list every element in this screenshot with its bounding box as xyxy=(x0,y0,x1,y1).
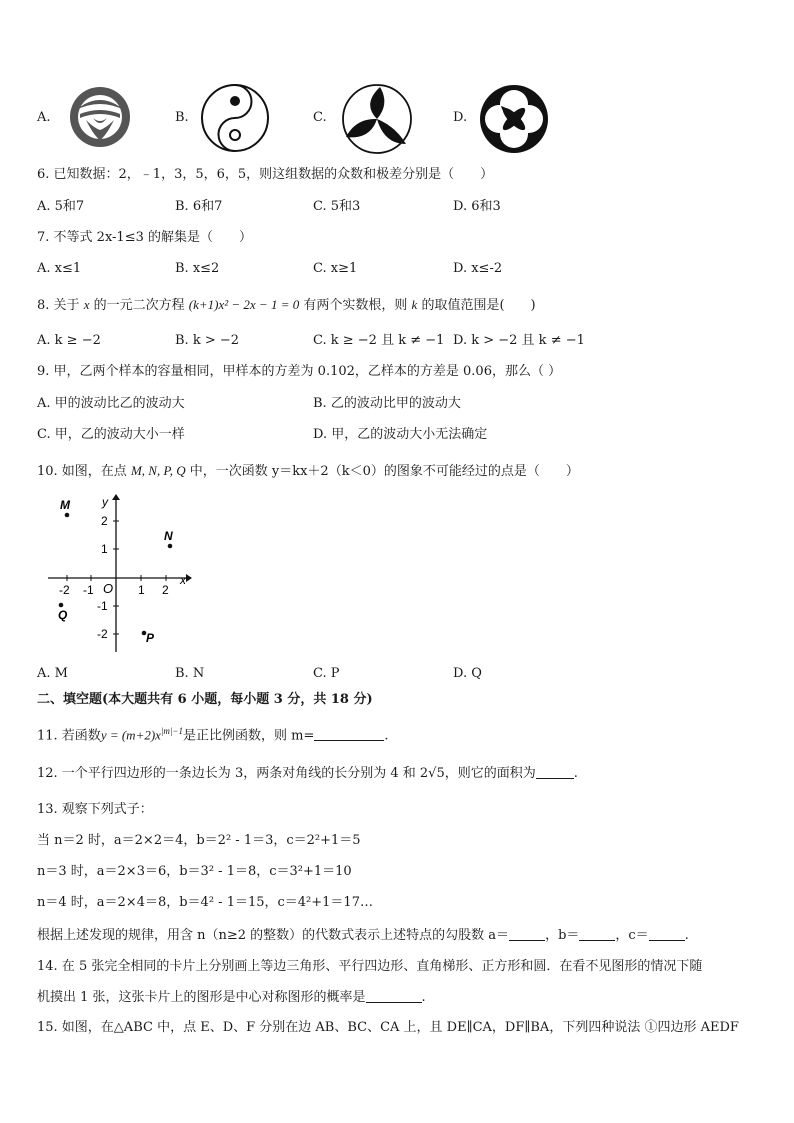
q10-option-c: C. P xyxy=(313,666,340,681)
q8-stem-d: 的取值范围是( ) xyxy=(421,298,536,313)
x-axis-label: x xyxy=(180,573,186,587)
q7-option-a: A. x≤1 xyxy=(37,261,82,276)
q13-line-2: 当 n＝2 时，a＝2×2＝4，b＝2² - 1＝3，c＝2²+1＝5 xyxy=(37,833,361,848)
q8-stem xyxy=(37,296,536,315)
q12-stem-a: 12. 一个平行四边形的一条边长为 3，两条对角线的长分别为 4 和 2 xyxy=(37,766,429,781)
q13-line-4: n＝4 时，a＝2×4＝8，b＝4² - 1＝15，c＝4²+1＝17… xyxy=(37,895,373,910)
q13-line-1: 13. 观察下列式子： xyxy=(37,802,153,817)
q5-option-a-label: A. xyxy=(37,110,51,125)
q11-stem xyxy=(37,722,388,745)
q10-coordinate-figure xyxy=(40,492,200,657)
q8-var-k: k xyxy=(411,297,418,312)
q9-stem: 9. 甲，乙两个样本的容量相同，甲样本的方差为 0.102，乙样本的方差是 0.06，那么（ ） xyxy=(37,364,562,379)
q5-option-c-three-blade-icon xyxy=(340,82,414,156)
x-tick-label: 1 xyxy=(138,583,145,597)
q11-stem-b: 是正比例函数，则 m= xyxy=(182,728,315,744)
q8-stem-c: 有两个实数根，则 xyxy=(303,298,408,313)
q11-stem-a: 11. 若函数 xyxy=(37,728,101,744)
q13-blank-c[interactable] xyxy=(649,926,685,941)
q6-stem: 6. 已知数据：2，﹣1，3，5，6，5，则这组数据的众数和极差分别是（ ） xyxy=(37,167,494,182)
q6-option-a: A. 5和7 xyxy=(37,199,85,214)
q8-stem-b: 的一元二次方程 xyxy=(93,298,185,313)
point-n xyxy=(168,544,173,549)
q13-text-a: 根据上述发现的规律，用含 n（n≥2 的整数）的代数式表示上述特点的勾股数 a＝ xyxy=(37,928,510,943)
x-tick-label: -1 xyxy=(83,583,94,597)
q10-option-b: B. N xyxy=(175,666,205,681)
section-fill-in-header: 二、填空题(本大题共有 6 小题，每小题 3 分，共 18 分) xyxy=(37,692,373,707)
q13-line-3: n＝3 时，a＝2×3＝6，b＝3² - 1＝8，c＝3²+1＝10 xyxy=(37,864,352,879)
q11-end: . xyxy=(384,728,389,744)
q5-option-d-flower-icon xyxy=(477,82,551,156)
y-tick-label: 1 xyxy=(101,542,108,556)
q7-option-d: D. x≤-2 xyxy=(453,261,503,276)
q7-option-b: B. x≤2 xyxy=(175,261,220,276)
q6-option-b: B. 6和7 xyxy=(175,199,223,214)
q5-option-a-logo xyxy=(66,84,136,150)
q10-option-d: D. Q xyxy=(453,666,482,681)
q14-line-1: 14. 在 5 张完全相同的卡片上分别画上等边三角形、平行四边形、直角梯形、正方形和圆．在看不见图形的情况下随 xyxy=(37,959,703,974)
q9-option-c: C. 甲，乙的波动大小一样 xyxy=(37,427,185,442)
q10-stem-a: 10. 如图，在点 xyxy=(37,464,127,479)
q5-option-c-label: C. xyxy=(313,110,327,125)
q12-sqrt: √5 xyxy=(428,766,445,781)
y-tick-label: 2 xyxy=(101,514,108,528)
q13-blank-a[interactable] xyxy=(509,926,545,941)
y-axis-arrow-icon xyxy=(112,494,120,500)
q12-end: . xyxy=(573,766,578,781)
q13-text-c: ，c＝ xyxy=(615,928,649,943)
q8-var-x: x xyxy=(83,297,90,312)
q12-stem xyxy=(37,764,578,783)
y-axis-label: y xyxy=(102,495,108,509)
q8-option-d: D. k > −2 且 k ≠ −1 xyxy=(453,333,585,348)
q13-end: . xyxy=(684,928,689,943)
q10-stem xyxy=(37,462,579,481)
x-tick-label: 2 xyxy=(162,583,169,597)
q9-option-a: A. 甲的波动比乙的波动大 xyxy=(37,396,185,411)
x-axis-arrow-icon xyxy=(186,574,192,582)
q13-question xyxy=(37,926,689,945)
q11-answer-blank[interactable] xyxy=(314,726,384,741)
q13-text-b: ，b＝ xyxy=(545,928,580,943)
q10-points: M, N, P, Q xyxy=(130,463,186,478)
q8-option-b: B. k > −2 xyxy=(175,333,240,348)
q14-end: . xyxy=(421,990,426,1005)
q5-option-b-taiji-icon xyxy=(199,82,271,154)
q10-stem-b: 中，一次函数 y＝kx＋2（k＜0）的图象不可能经过的点是（ ） xyxy=(189,464,579,479)
q6-option-d: D. 6和3 xyxy=(453,199,501,214)
q5-option-d-label: D. xyxy=(453,110,468,125)
y-tick-label: -1 xyxy=(97,599,108,613)
q8-equation: (k+1)x² − 2x − 1 = 0 xyxy=(188,297,300,312)
q10-option-a: A. M xyxy=(37,666,68,681)
q14-line-2 xyxy=(37,988,426,1007)
q11-function: y = (m+2)x xyxy=(100,727,161,743)
y-tick-label: -2 xyxy=(97,627,108,641)
q7-option-c: C. x≥1 xyxy=(313,261,358,276)
q5-option-b-label: B. xyxy=(175,110,189,125)
q15-line-1: 15. 如图，在△ABC 中，点 E、D、F 分别在边 AB、BC、CA 上，且 DE∥CA，DF∥BA，下列四种说法 ①四边形 AEDF xyxy=(37,1020,739,1035)
q14-answer-blank[interactable] xyxy=(366,988,422,1003)
q11-exponent: |m|−1 xyxy=(160,726,183,736)
q9-option-b: B. 乙的波动比甲的波动大 xyxy=(313,396,461,411)
point-m-label: M xyxy=(60,498,70,512)
q14-text: 机摸出 1 张，这张卡片上的图形是中心对称图形的概率是 xyxy=(37,990,366,1005)
q6-option-c: C. 5和3 xyxy=(313,199,361,214)
origin-label: O xyxy=(103,581,114,596)
q12-stem-b: ，则它的面积为 xyxy=(444,766,536,781)
point-p-label: P xyxy=(146,631,155,645)
q9-option-d: D. 甲，乙的波动大小无法确定 xyxy=(313,427,488,442)
q8-option-c: C. k ≥ −2 且 k ≠ −1 xyxy=(313,333,445,348)
point-q-label: Q xyxy=(58,608,68,622)
q12-answer-blank[interactable] xyxy=(536,764,574,779)
point-m xyxy=(65,513,70,518)
point-q xyxy=(59,603,64,608)
q8-option-a: A. k ≥ −2 xyxy=(37,333,101,348)
q7-stem: 7. 不等式 2x-1≤3 的解集是（ ） xyxy=(37,230,253,245)
x-tick-label: -2 xyxy=(59,583,70,597)
q8-stem-a: 8. 关于 xyxy=(37,298,80,313)
q13-blank-b[interactable] xyxy=(579,926,615,941)
point-n-label: N xyxy=(164,529,173,543)
